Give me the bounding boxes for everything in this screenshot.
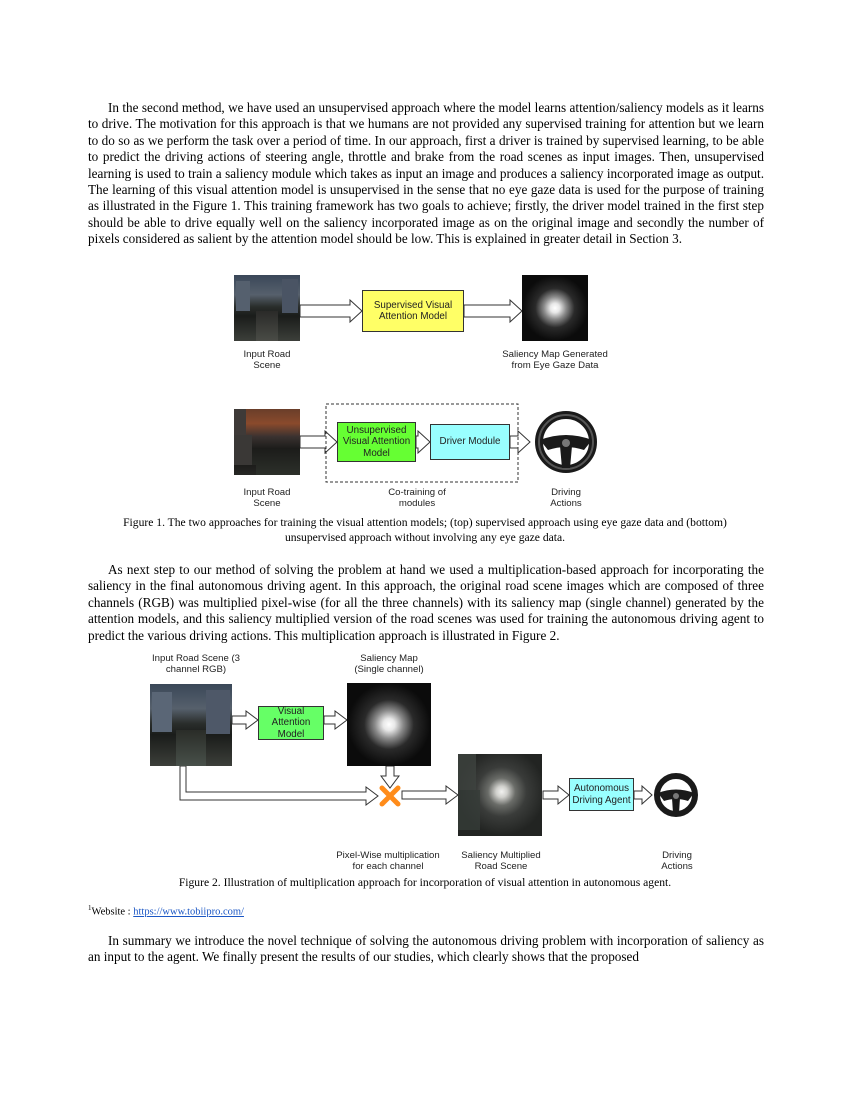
figure-2-caption: Figure 2. Illustration of multiplication approach for incorporation of visual attention in autonomous agent. bbox=[178, 876, 672, 889]
footnote-link[interactable]: https://www.tobiipro.com/ bbox=[133, 906, 244, 918]
driving-actions-label-fig2: Driving Actions bbox=[661, 850, 693, 872]
unsupervised-attention-model-label: Unsupervised Visual Attention Model bbox=[342, 424, 411, 459]
visual-attention-model-label: Visual Attention Model bbox=[271, 705, 311, 740]
footnote-prefix: Website : bbox=[91, 906, 134, 918]
driver-module-label: Driver Module bbox=[439, 436, 501, 448]
body-paragraph-2: As next step to our method of solving the problem at hand we used a multiplication-based approach for incorporating the saliency in the final autonomous driving agent. In this approach, the original road scene images which are composed of three channels (RGB) was multiplied pixel-wise (for all the three channels) with its saliency map (single channel) generated by the attention models, and this saliency multiplied version of the road scenes was used for training the autonomous driving agent to predict the various driving actions. This multiplication approach is illustrated in Figure 2. bbox=[88, 562, 764, 643]
input-road-scene-rgb-label: Input Road Scene (3 channel RGB) bbox=[151, 653, 240, 675]
saliency-multiplied-scene-label: Saliency Multiplied Road Scene bbox=[461, 850, 541, 872]
driving-actions-label-fig1: Driving Actions bbox=[550, 487, 582, 509]
input-road-scene-label-top: Input Road Scene bbox=[243, 349, 291, 371]
saliency-map-label-top: Saliency Map Generated from Eye Gaze Data bbox=[502, 349, 608, 371]
cotraining-label: Co-training of modules bbox=[388, 487, 446, 509]
saliency-map-image bbox=[347, 683, 431, 766]
body-paragraph-3: In summary we introduce the novel technique of solving the autonomous driving problem with incorporation of saliency as an input to the agent. We finally present the results of our studies, which clearly shows that the proposed bbox=[88, 933, 764, 965]
saliency-map-channel-label: Saliency Map (Single channel) bbox=[354, 653, 424, 675]
arrow-scene-to-agent bbox=[543, 786, 569, 804]
arrow-agent-to-actions bbox=[634, 786, 652, 804]
autonomous-driving-agent-box bbox=[569, 778, 634, 811]
figure-1-caption: Figure 1. The two approaches for training the visual attention models; (top) supervised approach using eye gaze data and (bottom) unsupervised approach without involving any eye gaze data. bbox=[123, 516, 727, 544]
supervised-attention-model-label: Supervised Visual Attention Model bbox=[373, 299, 453, 322]
input-road-scene-label-bottom: Input Road Scene bbox=[243, 487, 291, 509]
arrow-attention-to-saliency bbox=[324, 711, 347, 729]
footnote-marker: 1 bbox=[88, 904, 92, 912]
arrow-input-to-attention bbox=[232, 711, 258, 729]
pixel-wise-multiplication-label: Pixel-Wise multiplication for each channel bbox=[336, 850, 440, 872]
visual-attention-model-box bbox=[258, 706, 324, 740]
footnote bbox=[88, 904, 244, 918]
input-road-scene-rgb-image bbox=[150, 684, 232, 766]
arrow-saliency-to-multiply bbox=[381, 766, 399, 788]
saliency-multiplied-road-scene-image bbox=[458, 754, 542, 836]
steering-wheel-icon-bottom bbox=[652, 772, 700, 818]
body-paragraph-1: In the second method, we have used an unsupervised approach where the model learns attention/saliency models as it learns to drive. The motivation for this approach is that we humans are not provided any supervised training for attention but we learn to do so as we perform the task over a period of time. In our approach, first a driver is trained by supervised learning, to be able to predict the driving actions of steering angle, throttle and brake from the road scenes as input images. Then, unsupervised learning is used to train a saliency module which takes as input an image and produces a saliency incorporated image as output. The learning of this visual attention model is unsupervised in the sense that no eye gaze data is used for the purpose of training as illustrated in the Figure 1. This training framework has two goals to achieve; firstly, the driver model trained in the first step should be able to drive equally well on the saliency incorporated image as on the original image and secondly the number of pixels considered as salient by the attention model should be low. This is explained in greater detail in Section 3. bbox=[88, 100, 764, 247]
autonomous-driving-agent-label: Autonomous Driving Agent bbox=[572, 783, 631, 806]
arrow-input-to-multiply bbox=[180, 766, 378, 805]
arrow-multiply-to-scene bbox=[402, 786, 458, 804]
multiply-x-icon bbox=[382, 788, 398, 804]
